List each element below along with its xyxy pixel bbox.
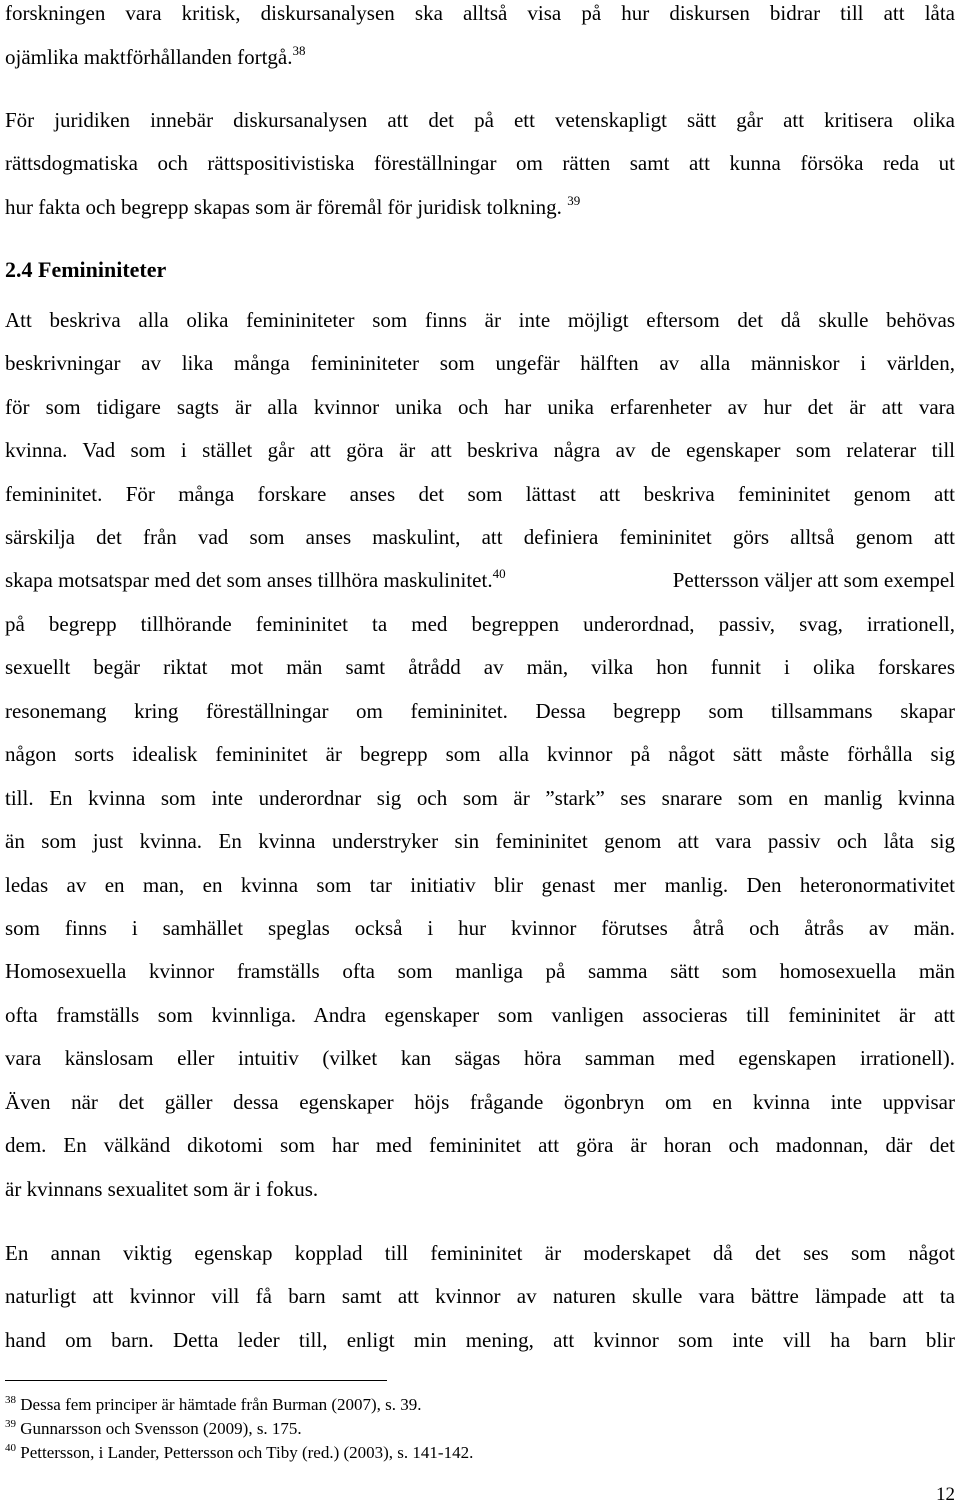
main-line-5: femininitet. För många forskare anses det som lättast att beskriva femininitet genom att	[5, 482, 955, 506]
intro-line-2-text: ojämlika maktförhållanden fortgå.	[5, 45, 293, 69]
section-heading: 2.4 Femininiteter	[5, 257, 167, 282]
main-line-11: någon sorts idealisk femininitet är begrepp som alla kvinnor på något sätt måste förhålla sig	[5, 742, 955, 766]
main-line-9: sexuellt begär riktat mot män samt åtrådd av män, vilka hon funnit i olika forskares	[5, 655, 955, 679]
juridik-line-3	[5, 194, 955, 220]
footnote-40	[5, 1443, 473, 1463]
main-line-7-a	[5, 567, 506, 593]
footnote-number: 38	[5, 1394, 16, 1406]
footnote-separator	[5, 1380, 387, 1381]
moder-line-3: hand om barn. Detta leder till, enligt min mening, att kvinnor som inte vill ha barn blir	[5, 1328, 955, 1352]
main-line-17: ofta framställs som kvinnliga. Andra egenskaper som vanligen associeras till femininitet är att	[5, 1003, 955, 1027]
main-line-7	[5, 567, 955, 593]
main-line-7-b: Pettersson väljer att som exempel	[672, 568, 955, 592]
main-line-18: vara känslosam eller intuitiv (vilket kan sägas höra samman med egenskapen irrationell).	[5, 1046, 955, 1070]
juridik-line-2: rättsdogmatiska och rättspositivistiska föreställningar om rätten samt att kunna försöka reda ut	[5, 151, 955, 175]
main-line-15: som finns i samhället speglas också i hur kvinnor förutses åtrå och åtrås av män.	[5, 916, 955, 940]
juridik-line-3-text: hur fakta och begrepp skapas som är föremål för juridisk tolkning.	[5, 195, 562, 219]
footnote-number: 39	[5, 1418, 16, 1430]
main-line-3: för som tidigare sagts är alla kvinnor unika och har unika erfarenheter av hur det är att vara	[5, 395, 955, 419]
intro-line-1: forskningen vara kritisk, diskursanalysen ska alltså visa på hur diskursen bidrar till att låta	[5, 1, 955, 25]
footnote-ref-39[interactable]: 39	[567, 193, 581, 208]
main-line-20: dem. En välkänd dikotomi som har med femininitet att göra är horan och madonnan, där det	[5, 1133, 955, 1157]
page-number: 12	[936, 1484, 955, 1505]
footnote-text: Gunnarsson och Svensson (2009), s. 175.	[20, 1419, 302, 1438]
main-line-4: kvinna. Vad som i stället går att göra är att beskriva några av de egenskaper som relaterar till	[5, 438, 955, 462]
main-line-1: Att beskriva alla olika femininiteter som finns är inte möjligt eftersom det då skulle behövas	[5, 308, 955, 332]
moder-line-2: naturligt att kvinnor vill få barn samt att kvinnor av naturen skulle vara bättre lämpade att ta	[5, 1284, 955, 1308]
footnote-text: Pettersson, i Lander, Pettersson och Tiby (red.) (2003), s. 141-142.	[20, 1443, 474, 1462]
footnote-ref-40[interactable]: 40	[492, 566, 506, 581]
main-line-6: särskilja det från vad som anses maskulint, att definiera femininitet görs alltså genom att	[5, 525, 955, 549]
footnote-text: Dessa fem principer är hämtade från Burman (2007), s. 39.	[20, 1395, 422, 1414]
main-line-13: än som just kvinna. En kvinna understryker sin femininitet genom att vara passiv och låta sig	[5, 829, 955, 853]
footnote-38	[5, 1395, 422, 1415]
main-line-21: är kvinnans sexualitet som är i fokus.	[5, 1177, 319, 1201]
main-line-19: Även när det gäller dessa egenskaper höjs frågande ögonbryn om en kvinna inte uppvisar	[5, 1090, 955, 1114]
footnote-number: 40	[5, 1442, 16, 1454]
moder-line-1: En annan viktig egenskap kopplad till femininitet är moderskapet då det ses som något	[5, 1241, 955, 1265]
main-line-2: beskrivningar av lika många femininiteter som ungefär hälften av alla människor i världen,	[5, 351, 955, 375]
main-line-14: ledas av en man, en kvinna som tar initiativ blir genast mer manlig. Den heteronormativitet	[5, 873, 955, 897]
main-line-10: resonemang kring föreställningar om femininitet. Dessa begrepp som tillsammans skapar	[5, 699, 955, 723]
footnote-ref-38[interactable]: 38	[292, 43, 306, 58]
main-line-7-a-text: skapa motsatspar med det som anses tillhöra maskulinitet.	[5, 568, 493, 592]
main-line-8: på begrepp tillhörande femininitet ta med begreppen underordnad, passiv, svag, irrationell,	[5, 612, 955, 636]
juridik-line-1: För juridiken innebär diskursanalysen att det på ett vetenskapligt sätt går att kritisera olika	[5, 108, 955, 132]
main-line-12: till. En kvinna som inte underordnar sig och som är ”stark” ses snarare som en manlig kvinna	[5, 786, 955, 810]
footnote-39	[5, 1419, 302, 1439]
main-line-16: Homosexuella kvinnor framställs ofta som manliga på samma sätt som homosexuella män	[5, 959, 955, 983]
intro-line-2	[5, 44, 955, 70]
